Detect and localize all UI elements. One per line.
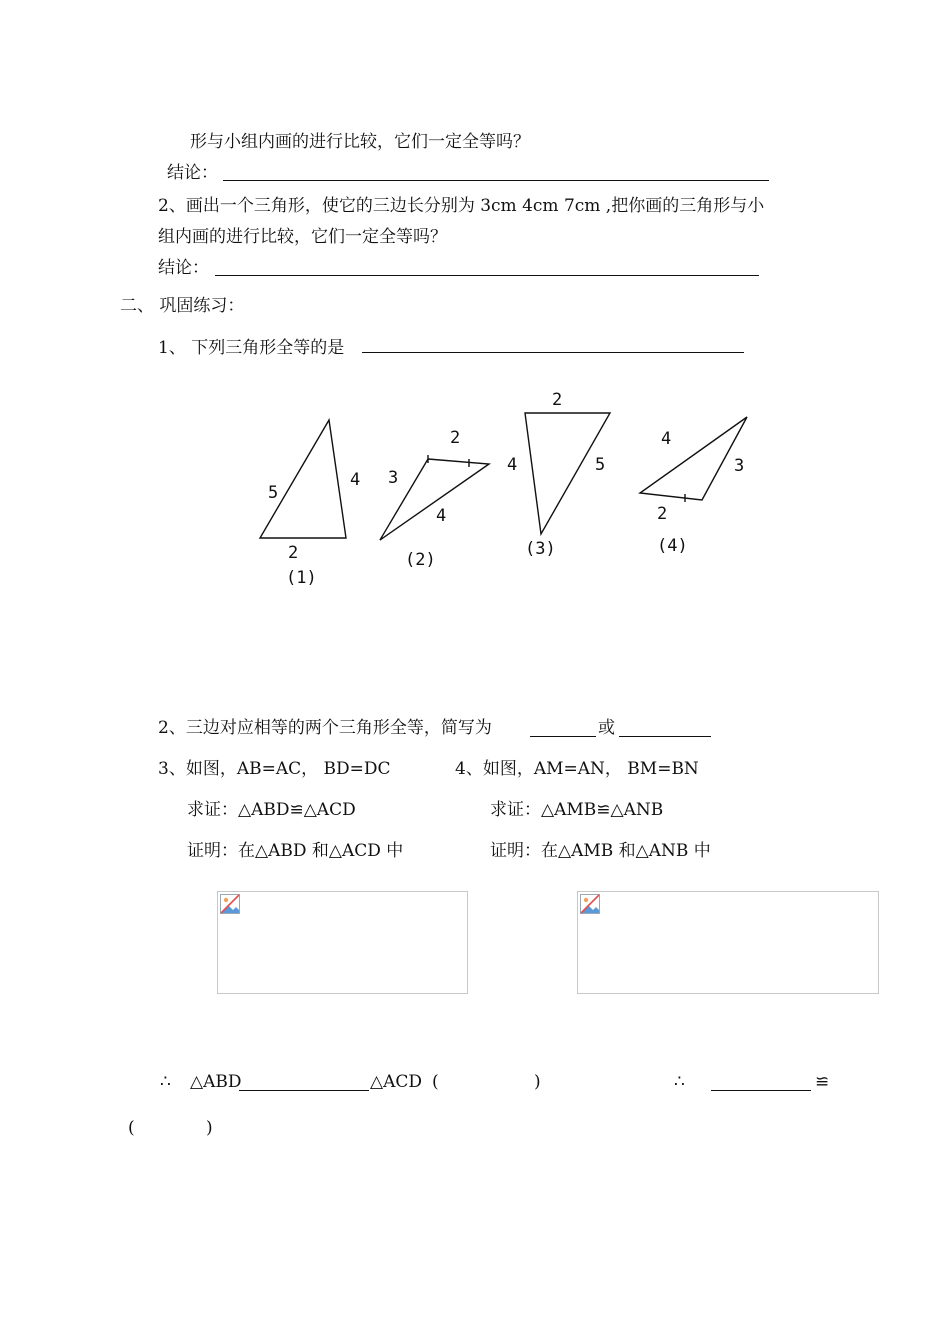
exercise-2-or: 或: [598, 718, 615, 738]
triangle-2-side-label: 3: [388, 468, 399, 488]
triangle-3-side-label: 5: [595, 455, 606, 475]
triangle-4-side-label: 4: [661, 429, 672, 449]
broken-image-icon: [580, 894, 600, 914]
therefore-symbol: ∴: [674, 1072, 685, 1092]
exercise-4-prove: 求证：△AMB≌△ANB: [490, 800, 664, 820]
exercise-3-text: 3、如图，AB=AC， BD=DC: [158, 759, 391, 779]
broken-image-icon: [220, 894, 240, 914]
triangle-1-side-label: 2: [288, 543, 299, 563]
triangles-figure: [0, 380, 950, 600]
reason-paren-open: (: [432, 1072, 439, 1092]
exercise-4-proof: 证明：在△AMB 和△ANB 中: [490, 841, 711, 861]
question-2-text-cont: 组内画的进行比较，它们一定全等吗？: [158, 227, 447, 247]
triangle-3-side-label: 2: [552, 390, 563, 410]
triangle-1-side-label: 5: [268, 483, 279, 503]
triangle-abd-label: △ABD: [190, 1072, 242, 1092]
exercise-3-proof: 证明：在△ABD 和△ACD 中: [187, 841, 404, 861]
triangle-3-caption: (3): [525, 539, 556, 559]
exercise-1-text: 1、 下列三角形全等的是: [158, 338, 345, 358]
conclusion-blank[interactable]: [223, 180, 769, 181]
section-heading: 二、 巩固练习：: [120, 296, 245, 316]
answer-blank[interactable]: [711, 1090, 811, 1091]
triangle-2-side-label: 2: [450, 428, 461, 448]
triangle-3-side-label: 4: [507, 455, 518, 475]
exercise-2-text: 2、三边对应相等的两个三角形全等，简写为: [158, 718, 492, 738]
triangle-1-caption: (1): [286, 568, 317, 588]
figure-image-placeholder: [577, 891, 879, 994]
triangle-2-side-label: 4: [436, 506, 447, 526]
answer-blank[interactable]: [362, 352, 744, 353]
figure-image-placeholder: [217, 891, 468, 994]
triangle-acd-label: △ACD: [370, 1072, 422, 1092]
triangle-2-caption: (2): [405, 550, 436, 570]
answer-blank[interactable]: [619, 736, 711, 737]
therefore-symbol: ∴: [160, 1072, 171, 1092]
congruence-symbol: ≌: [815, 1072, 830, 1092]
answer-blank[interactable]: [530, 736, 596, 737]
triangle-1: [260, 420, 346, 538]
exercise-3-prove: 求证：△ABD≌△ACD: [187, 800, 356, 820]
conclusion-label: 结论：: [158, 258, 209, 278]
question-text-line: 形与小组内画的进行比较，它们一定全等吗？: [190, 132, 530, 152]
reason-paren-open: (: [128, 1118, 135, 1138]
reason-paren-close: ): [206, 1118, 213, 1138]
triangle-4: [640, 417, 747, 500]
conclusion-label: 结论：: [167, 163, 218, 183]
question-2-text: 2、画出一个三角形，使它的三边长分别为 3cm 4cm 7cm ,把你画的三角形与小: [158, 196, 765, 216]
triangle-4-caption: (4): [657, 536, 688, 556]
conclusion-blank[interactable]: [215, 275, 759, 276]
exercise-4-text: 4、如图，AM=AN， BM=BN: [455, 759, 699, 779]
triangle-4-side-label: 2: [657, 504, 668, 524]
answer-blank[interactable]: [239, 1090, 369, 1091]
triangle-4-side-label: 3: [734, 456, 745, 476]
reason-paren-close: ): [534, 1072, 541, 1092]
triangle-1-side-label: 4: [350, 470, 361, 490]
